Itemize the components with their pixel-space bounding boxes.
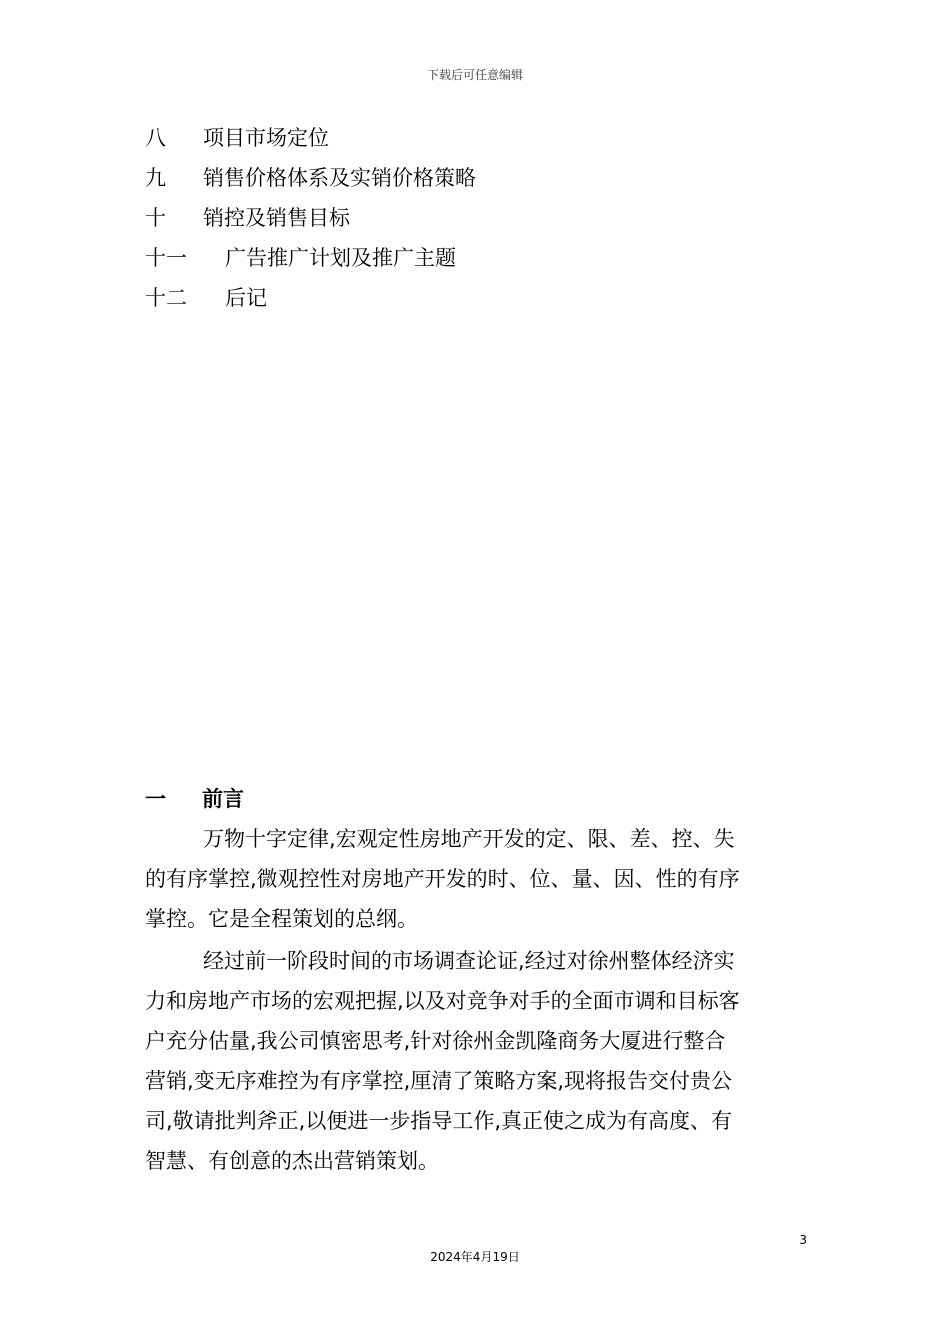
section-number: 一 (145, 787, 166, 811)
paragraph (145, 941, 805, 1181)
toc-item-number: 十一 (145, 246, 187, 270)
body-text (145, 819, 805, 1181)
toc-item (145, 198, 476, 238)
toc-item-number: 九 (145, 166, 166, 190)
toc-item-number: 八 (145, 126, 166, 150)
toc-item-title: 销控及销售目标 (203, 206, 350, 230)
toc-item-title: 销售价格体系及实销价格策略 (203, 166, 476, 190)
paragraph-line: 掌控。它是全程策划的总纲。 (145, 907, 418, 931)
page-number: 3 (799, 1233, 807, 1247)
paragraph-line: 营销,变无序难控为有序掌控,厘清了策略方案,现将报告交付贵公 (145, 1069, 733, 1093)
paragraph-line: 万物十字定律,宏观定性房地产开发的定、限、差、控、失 (203, 827, 735, 851)
toc-item-number: 十二 (145, 286, 187, 310)
toc-item (145, 118, 476, 158)
toc-item (145, 278, 476, 318)
paragraph-line: 的有序掌控,微观控性对房地产开发的时、位、量、因、性的有序 (145, 867, 740, 891)
paragraph-line: 司,敬请批判斧正,以便进一步指导工作,真正使之成为有高度、有 (145, 1109, 733, 1133)
toc-item-title: 后记 (225, 286, 267, 310)
section-title: 前言 (202, 787, 244, 811)
paragraph-line: 经过前一阶段时间的市场调查论证,经过对徐州整体经济实 (203, 949, 735, 973)
paragraph-line: 智慧、有创意的杰出营销策划。 (145, 1149, 439, 1173)
toc-item (145, 158, 476, 198)
page-header: 下载后可任意编辑 (426, 68, 523, 82)
footer-date: 2024年4月19日 (430, 1250, 520, 1264)
table-of-contents (145, 118, 476, 318)
section-heading (145, 783, 244, 815)
toc-item-title: 项目市场定位 (203, 126, 329, 150)
paragraph-line: 力和房地产市场的宏观把握,以及对竞争对手的全面市调和目标客 (145, 989, 740, 1013)
toc-item-title: 广告推广计划及推广主题 (225, 246, 456, 270)
toc-item-number: 十 (145, 206, 166, 230)
toc-item (145, 238, 476, 278)
paragraph-line: 户充分估量,我公司慎密思考,针对徐州金凯隆商务大厦进行整合 (145, 1029, 726, 1053)
paragraph (145, 819, 805, 939)
